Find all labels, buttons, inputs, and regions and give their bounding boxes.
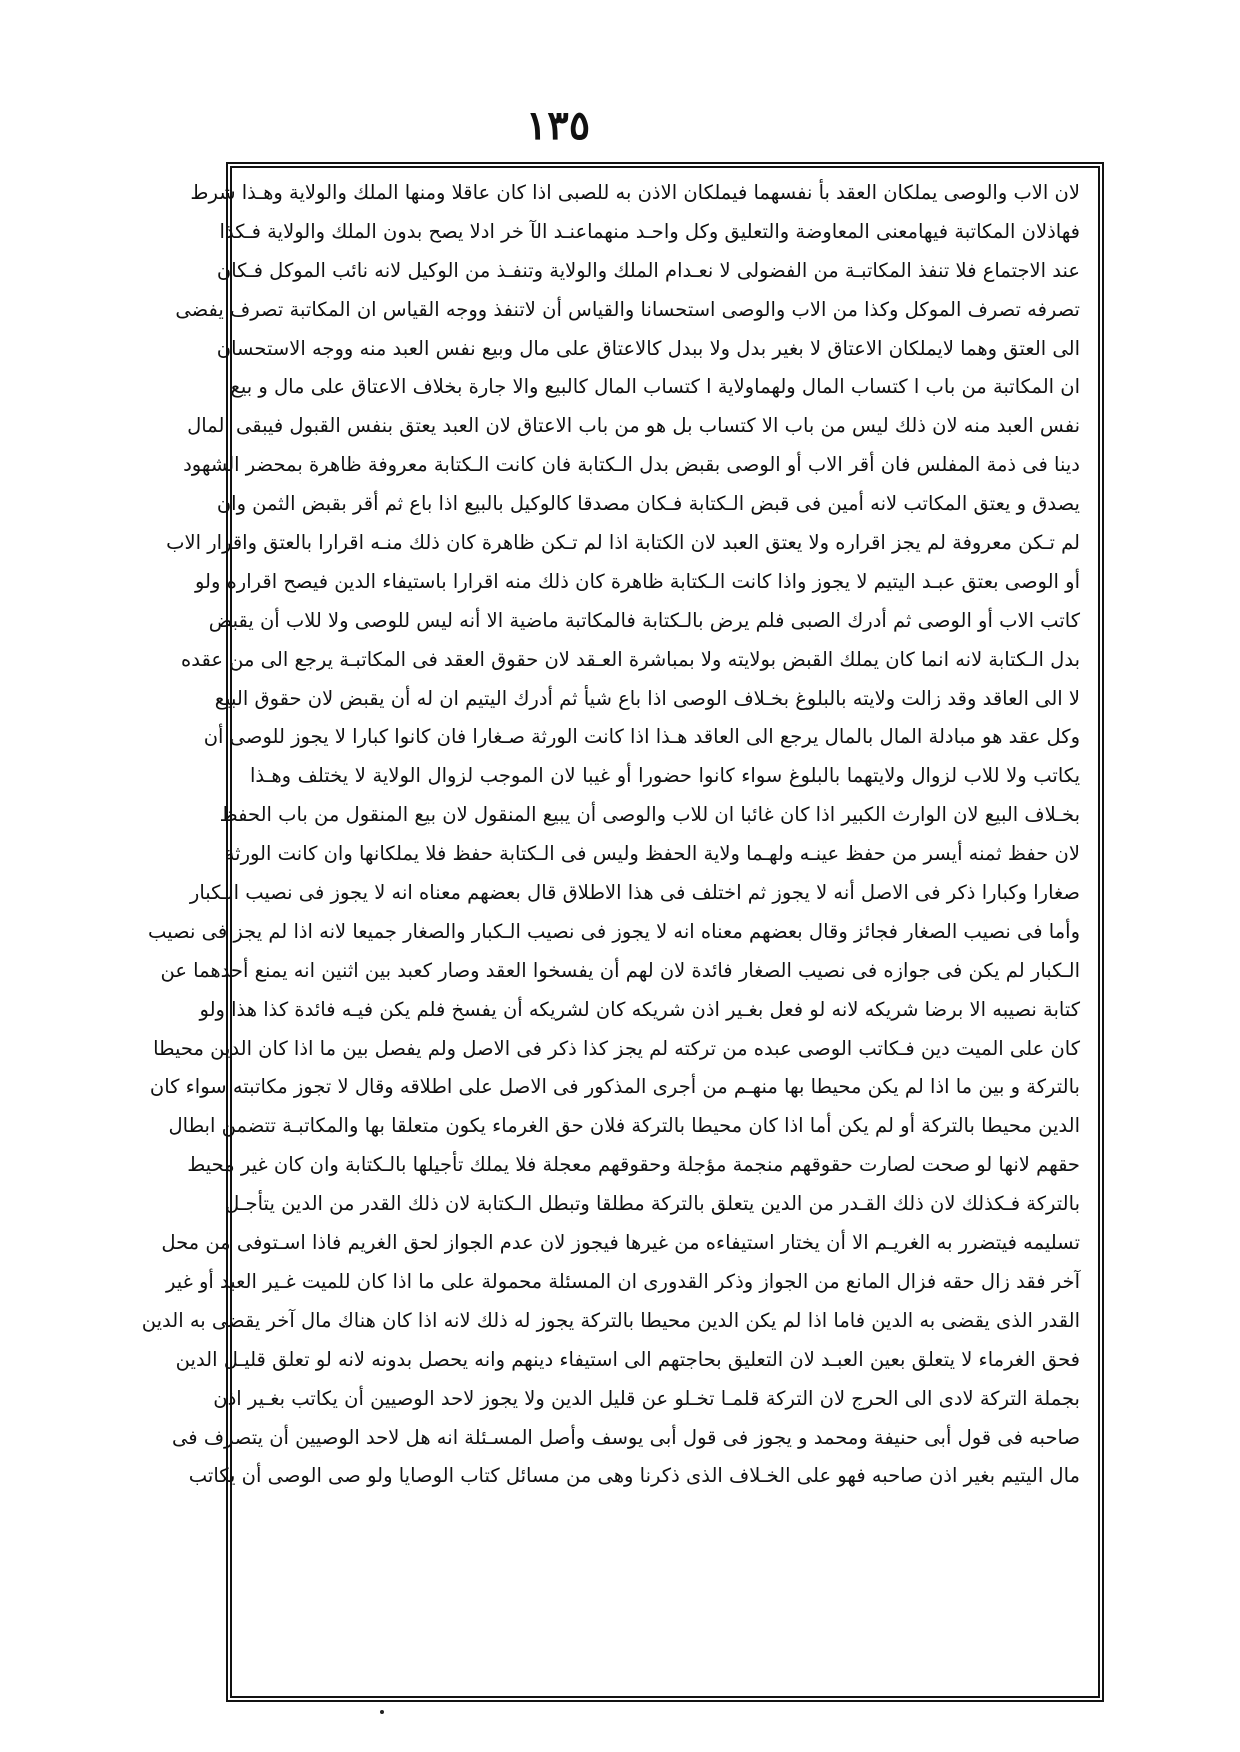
text-line-26: حقهم لانها لو صحت لصارت حقوقهم منجمة مؤجلة وحقوقهم معجلة فلا يملك تأجيلها بالـكتابة وان كان غير محيط — [187, 1153, 1080, 1177]
text-line-20: وأما فى نصيب الصغار فجائز وقال بعضهم معناه انه لا يجوز فى نصيب الـكبار والصغار جميعا لانه اذا لم يجز فى نصيب — [148, 919, 1080, 943]
text-line-16: يكاتب ولا للاب لزوال ولايتهما بالبلوغ سواء كانوا حضورا أو غيبا لان الموجب لزوال الولاية لا يختلف وهـذا — [250, 764, 1080, 788]
text-line-33: صاحبه فى قول أبى حنيفة ومحمد و يجوز فى قول أبى يوسف وأصل المسـئلة انه هل لاحد الوصيين أن يتصرف فى — [172, 1425, 1080, 1449]
text-line-18: لان حفظ ثمنه أيسر من حفظ عينـه ولهـما ولاية الحفظ وليس فى الـكتابة حفظ فلا يملكانها وان كانت الورثة — [224, 842, 1080, 866]
text-line-10: لم تـكن معروفة لم يجز اقراره ولا يعتق العبد لان الكتابة اذا لم تـكن ظاهرة كان ذلك منـه اقرارا بالعتق واقرار الاب — [166, 531, 1080, 555]
text-line-1: لان الاب والوصى يملكان العقد بأ نفسهما فيملكان الاذن به للصبى اذا كان عاقلا ومنها الملك والولاية وهـذا شرط — [190, 181, 1080, 204]
text-line-8: دينا فى ذمة المفلس فان أقر الاب أو الوصى بقبض بدل الـكتابة فان كانت الـكتابة معروفة ظاهرة بمحضر الشهود — [183, 453, 1080, 477]
text-line-27: بالتركة فـكذلك لان ذلك القـدر من الدين يتعلق بالتركة مطلقا وتبطل الـكتابة لان ذلك القدر من الدين يتأجـل — [225, 1192, 1080, 1216]
text-line-17: بخـلاف البيع لان الوارث الكبير اذا كان غائبا ان للاب والوصى أن يبيع المنقول لان بيع المنقول من باب الحفظ — [219, 803, 1080, 827]
text-line-12: كاتب الاب أو الوصى ثم أدرك الصبى فلم يرض بالـكتابة فالمكاتبة ماضية الا أنه ليس للوصى ولا للاب أن يقبض — [208, 608, 1080, 632]
text-line-5: الى العتق وهما لايملكان الاعتاق لا بغير بدل ولا ببدل كالاعتاق على مال وبيع نفس العبد منه ووجه الاستحسان — [216, 336, 1080, 360]
text-line-14: لا الى العاقد وقد زالت ولايته بالبلوغ بخـلاف الوصى اذا باع شيأ ثم أدرك اليتيم ان له أن يقبض لان حقوق البيع — [214, 686, 1080, 710]
text-line-15: وكل عقد هو مبادلة المال بالمال يرجع الى العاقد هـذا اذا كانت الورثة صـغارا فان كانوا كبارا لا يجوز للوصى أن — [203, 725, 1080, 749]
text-line-25: الدين محيطا بالتركة أو لم يكن أما اذا كان محيطا بالتركة فلان حق الغرماء يكون متعلقا بها والمكاتبـة تتضمن ابطال — [168, 1114, 1080, 1138]
text-line-31: فحق الغرماء لا يتعلق بعين العبـد لان التعليق بحاجتهم الى استيفاء دينهم وانه يحصل بدونه لانه لو تعلق قليـل الدين — [175, 1347, 1080, 1371]
text-line-34: مال اليتيم بغير اذن صاحبه فهو على الخـلاف الذى ذكرنا وهى من مسائل كتاب الوصايا ولو صى الوصى أن يكاتب — [188, 1464, 1080, 1488]
text-line-2: فهاذلان المكاتبة فيهامعنى المعاوضة والتعليق وكل واحـد منهماعنـد الآ خر ادلا يصح بدون الملك والولاية فـكذا — [219, 219, 1080, 243]
text-line-29: آخر فقد زال حقه فزال المانع من الجواز وذكر القدورى ان المسئلة محمولة على ما اذا كان للميت غـير العبد أو غير — [165, 1269, 1080, 1293]
text-line-23: كان على الميت دين فـكاتب الوصى عبده من تركته لم يجز كذا ذكر فى الاصل ولم يفصل بين ما اذا كان الدين محيطا — [153, 1036, 1080, 1060]
text-line-28: تسليمه فيتضرر به الغريـم الا أن يختار استيفاءه من غيرها فيجوز لان عدم الجواز لحق الغريم فاذا اسـتوفى من محل — [161, 1231, 1080, 1255]
text-line-24: بالتركة و بين ما اذا لم يكن محيطا بها منهـم من أجرى المذكور فى الاصل على اطلاقه وقال لا تجوز مكاتبته سواء كان — [149, 1075, 1080, 1099]
text-line-11: أو الوصى بعتق عبـد اليتيم لا يجوز واذا كانت الـكتابة ظاهرة كان ذلك منه اقرارا باستيفاء الدين فيصح اقراره ولو — [194, 569, 1080, 593]
text-line-22: كتابة نصيبه الا برضا شريكه لانه لو فعل بغـير اذن شريكه كان لشريكه أن يفسخ فلم يكن فيـه فائدة كذا هذا ولو — [199, 997, 1080, 1021]
text-line-4: تصرفه تصرف الموكل وكذا من الاب والوصى استحسانا والقياس أن لاتنفذ ووجه القياس ان المكاتبة تصرف يفضى — [175, 297, 1080, 321]
page-number: ١٣٥ — [525, 102, 591, 149]
text-line-7: نفس العبد منه لان ذلك ليس من باب الا كتساب بل هو من باب الاعتاق لان العبد يعتق بنفس القبول فيبقى المال — [187, 414, 1080, 438]
text-line-21: الـكبار لم يكن فى جوازه فى نصيب الصغار فائدة لان لهم أن يفسخوا العقد وصار كعبد بين اثنين انه يمنع أحدهما عن — [160, 958, 1080, 982]
text-block — [141, 174, 1080, 1496]
text-line-9: يصدق و يعتق المكاتب لانه أمين فى قبض الـكتابة فـكان مصدقا كالوكيل بالبيع اذا باع ثم أقر بقبض الثمن وان — [216, 492, 1080, 516]
text-line-6: ان المكاتبة من باب ا كتساب المال ولهماولاية ا كتساب المال كالبيع والا جارة بخلاف الاعتاق على مال و بيع — [230, 375, 1080, 399]
text-line-32: بجملة التركة لادى الى الحرج لان التركة قلمـا تخـلو عن قليل الدين ولا يجوز لاحد الوصيين أن يكاتب بغـير اذن — [213, 1386, 1080, 1410]
text-frame — [141, 162, 1104, 1702]
text-line-3: عند الاجتماع فلا تنفذ المكاتبـة من الفضولى لا نعـدام الملك والولاية وتنفـذ من الوكيل لانه نائب الموكل فـكان — [216, 258, 1080, 282]
text-line-13: بدل الـكتابة لانه انما كان يملك القبض بولايته ولا بمباشرة العـقد لان حقوق العقد فى المكاتبـة يرجع الى من عقده — [181, 647, 1080, 671]
text-line-30: القدر الذى يقضى به الدين فاما اذا لم يكن الدين محيطا بالتركة يجوز له ذلك لانه اذا كان هناك مال آخر يقضى به الدين — [141, 1308, 1080, 1332]
text-line-19: صغارا وكبارا ذكر فى الاصل أنه لا يجوز ثم اختلف فى هذا الاطلاق قال بعضهم معناه انه لا يجوز فى نصيب الـكبار — [189, 881, 1080, 905]
ink-dot — [380, 1710, 384, 1714]
